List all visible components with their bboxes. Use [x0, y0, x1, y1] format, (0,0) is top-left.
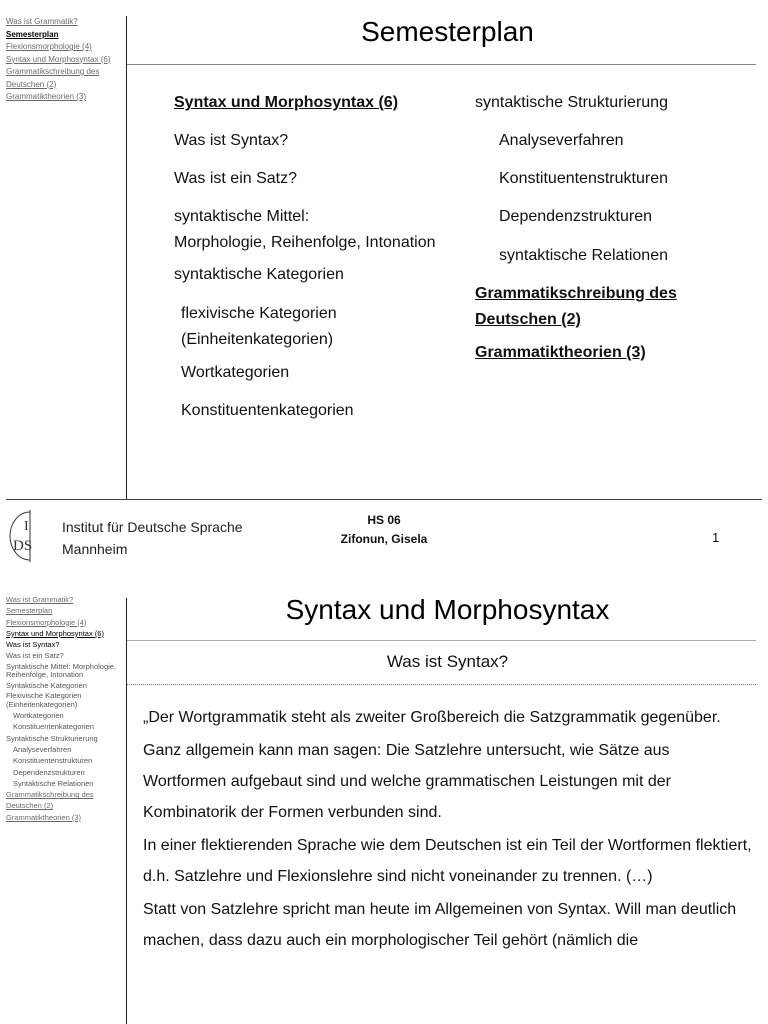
slide1-nav [6, 16, 124, 104]
item-wortkategorien: Wortkategorien [181, 364, 290, 381]
nav2-konstituentenkategorien[interactable]: Konstituentenkategorien [13, 722, 94, 732]
item-analyseverfahren: Analyseverfahren [499, 132, 624, 149]
nav2-analyseverfahren[interactable]: Analyseverfahren [13, 744, 72, 754]
slide-syntax [0, 590, 768, 1024]
item-konstituentenkategorien: Konstituentenkategorien [181, 402, 354, 419]
institute-line1: Institut für Deutsche Sprache [62, 519, 243, 535]
slide2-subtitle: Was ist Syntax? [386, 652, 509, 671]
nav-grammatiktheorien[interactable]: Grammatiktheorien (3) [6, 92, 87, 101]
slide-semesterplan [0, 0, 768, 500]
nav2-mittel[interactable]: Syntaktische Mittel: Morphologie, Reihenfolge, Intonation [6, 661, 117, 679]
item-mittel-2: Morphologie, Reihenfolge, Intonation [174, 234, 436, 251]
nav2-wortkategorien[interactable]: Wortkategorien [13, 711, 64, 721]
institute-name [62, 516, 243, 560]
slide1-title: Semesterplan [361, 16, 534, 47]
nav2-grammatikschreibung[interactable]: Grammatikschreibung des [6, 790, 94, 800]
slide2-title: Syntax und Morphosyntax [285, 594, 610, 625]
nav-grammatikschreibung[interactable]: Grammatikschreibung des [6, 67, 100, 76]
nav2-kategorien[interactable]: Syntaktische Kategorien [6, 680, 87, 690]
svg-text:I: I [24, 519, 29, 534]
nav2-strukturierung[interactable]: Syntaktische Strukturierung [6, 733, 98, 743]
item-konstituentenstrukturen: Konstituentenstrukturen [499, 170, 668, 187]
lecturer-name: Zifonun, Gisela [340, 532, 428, 546]
item-kategorien: syntaktische Kategorien [174, 266, 344, 283]
heading-grammatikschreibung-1[interactable]: Grammatikschreibung des [475, 285, 677, 302]
item-was-ist-satz: Was ist ein Satz? [174, 170, 298, 187]
slide1-title-rule [127, 64, 756, 65]
paragraph-1: „Der Wortgrammatik steht als zweiter Großbereich die Satzgrammatik gegenüber. [143, 709, 721, 726]
nav2-deutschen[interactable]: Deutschen (2) [6, 801, 54, 811]
nav2-was-ist-syntax[interactable]: Was ist Syntax? [6, 640, 60, 650]
heading-syntax[interactable]: Syntax und Morphosyntax (6) [174, 94, 399, 111]
nav-flexionsmorphologie[interactable]: Flexionsmorphologie (4) [6, 42, 92, 51]
nav2-relationen[interactable]: Syntaktische Relationen [13, 778, 94, 788]
heading-grammatikschreibung-2[interactable]: Deutschen (2) [475, 311, 581, 328]
nav-syntax-morphosyntax[interactable]: Syntax und Morphosyntax (6) [6, 54, 111, 64]
nav-semesterplan[interactable]: Semesterplan [6, 29, 59, 39]
item-was-ist-syntax: Was ist Syntax? [174, 132, 289, 149]
page-number: 1 [712, 530, 720, 545]
ids-logo [8, 508, 52, 564]
nav2-dependenzstrukturen[interactable]: Dependenzstrukturen [13, 767, 85, 777]
course-code: HS 06 [367, 513, 401, 527]
nav2-grammatiktheorien[interactable]: Grammatiktheorien (3) [6, 812, 82, 822]
slide2-subtitle-rule [127, 684, 756, 685]
paragraph-2: Ganz allgemein kann man sagen: Die Satzlehre untersucht, wie Sätze aus Wortformen aufgebaut sind und welche grammatischen Leistungen mit der Kombinatorik der Formen verbunden sind. [143, 742, 671, 821]
paragraph-4: Statt von Satzlehre spricht man heute im Allgemeinen von Syntax. Will man deutlich machen, dass dazu auch ein morphologischer Teil gehört (nämlich die [143, 901, 737, 949]
item-flexivisch-1: flexivische Kategorien [181, 305, 337, 322]
nav2-was-ist-satz[interactable]: Was ist ein Satz? [6, 651, 64, 661]
item-flexivisch-2: (Einheitenkategorien) [181, 331, 334, 348]
nav2-was-ist-grammatik[interactable]: Was ist Grammatik? [6, 595, 74, 604]
course-info [300, 511, 468, 549]
item-dependenzstrukturen: Dependenzstrukturen [499, 208, 652, 225]
nav2-konstituentenstrukturen[interactable]: Konstituentenstrukturen [13, 756, 93, 766]
nav-was-ist-grammatik[interactable]: Was ist Grammatik? [6, 17, 78, 26]
heading-grammatiktheorien[interactable]: Grammatiktheorien (3) [475, 344, 646, 361]
nav2-semesterplan[interactable]: Semesterplan [6, 606, 53, 616]
item-relationen: syntaktische Relationen [499, 247, 668, 264]
slide1-divider [126, 16, 127, 499]
item-mittel-1: syntaktische Mittel: [174, 208, 310, 225]
institute-line2: Mannheim [62, 541, 128, 557]
nav2-syntax-morphosyntax[interactable]: Syntax und Morphosyntax (6) [6, 628, 104, 638]
paragraph-3: In einer flektierenden Sprache wie dem Deutschen ist ein Teil der Wortformen flektiert, d.h. Satzlehre und Flexionslehre sind nicht voneinander zu trennen. (…) [143, 837, 752, 885]
svg-text:DS: DS [13, 538, 33, 554]
footer-rule [6, 499, 762, 500]
nav-deutschen[interactable]: Deutschen (2) [6, 79, 57, 89]
slide2-body [143, 702, 755, 958]
slide2-title-rule [127, 640, 756, 641]
nav2-flexionsmorphologie[interactable]: Flexionsmorphologie (4) [6, 617, 87, 627]
nav2-flexivisch[interactable]: Flexivische Kategorien (Einheitenkategorien) [6, 691, 82, 709]
slide2-nav [6, 594, 124, 823]
item-strukturierung: syntaktische Strukturierung [475, 94, 668, 111]
